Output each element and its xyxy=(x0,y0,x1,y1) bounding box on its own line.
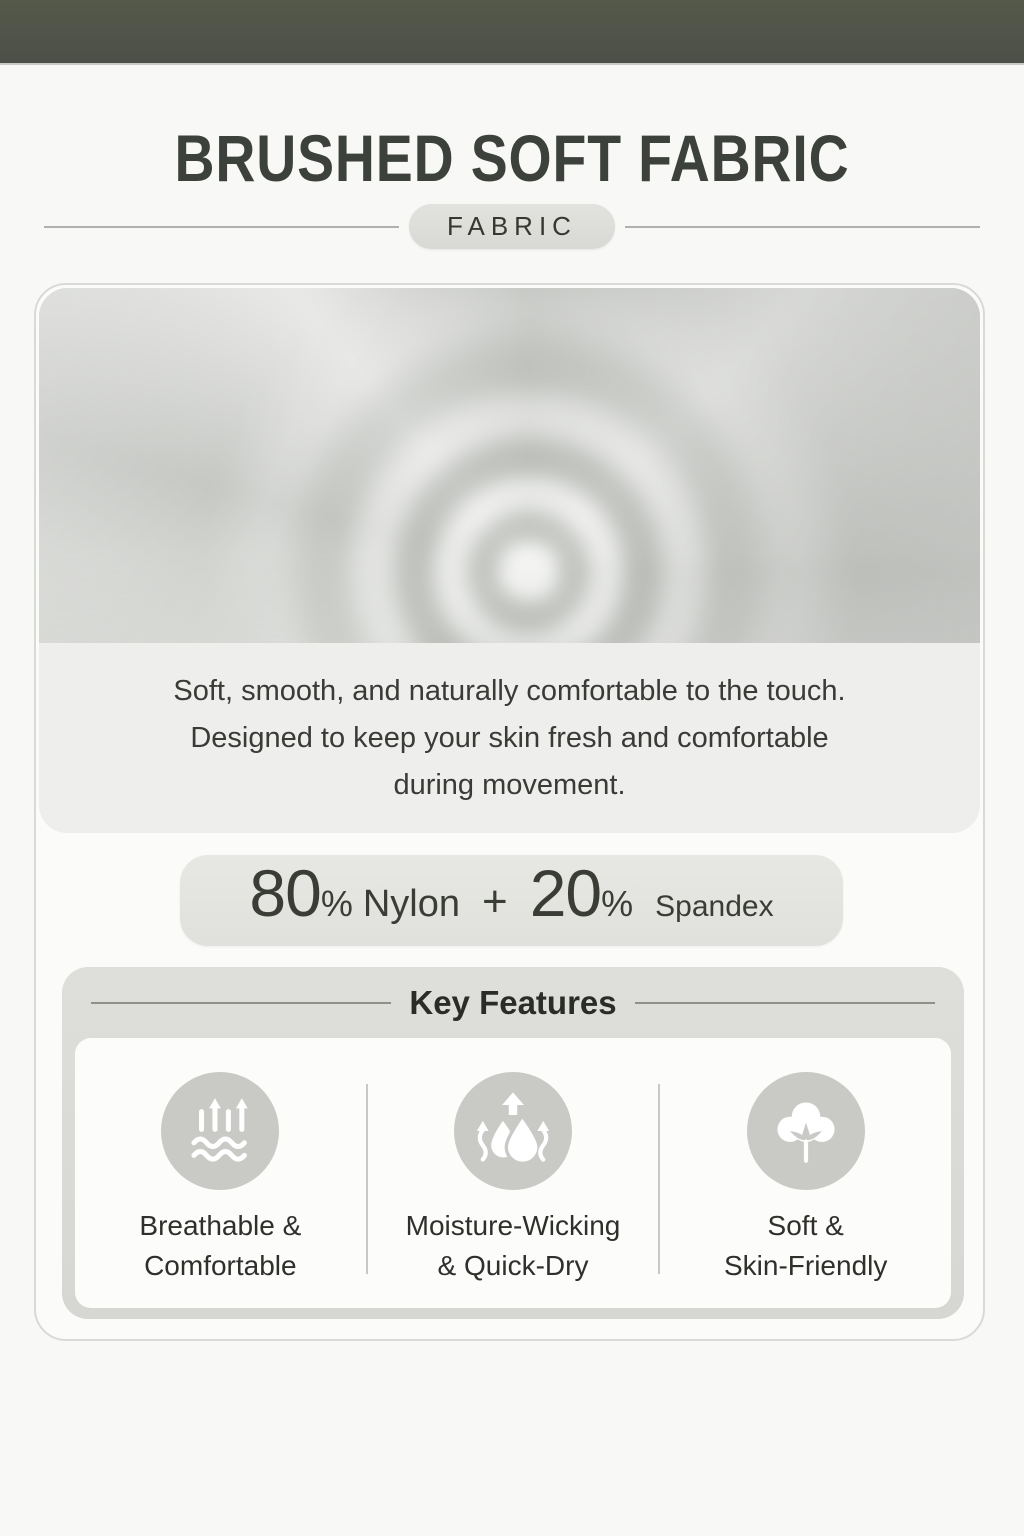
feature-label xyxy=(724,1206,887,1286)
cotton-soft-icon xyxy=(747,1072,865,1190)
feature-breathable xyxy=(75,1038,366,1308)
nylon-label: Nylon xyxy=(362,883,460,925)
spandex-percent-sign: % xyxy=(601,883,634,924)
content-card xyxy=(34,283,985,1341)
fabric-sheen-overlay xyxy=(39,288,980,643)
features-panel xyxy=(75,1038,951,1308)
badge-row xyxy=(44,204,980,249)
key-features-divider-left xyxy=(91,1002,391,1004)
feature-label-line2: & Quick-Dry xyxy=(437,1250,589,1281)
plus-sign: + xyxy=(482,877,508,926)
description-line-2: Designed to keep your skin fresh and comfortable xyxy=(190,721,829,754)
fabric-badge: FABRIC xyxy=(409,204,615,249)
nylon-percent-value: 80 xyxy=(249,856,321,930)
spandex-label: Spandex xyxy=(655,890,774,923)
feature-label xyxy=(406,1206,621,1286)
feature-label-line2: Comfortable xyxy=(144,1250,297,1281)
key-features-title: Key Features xyxy=(409,983,617,1021)
feature-moisture-wicking xyxy=(368,1038,659,1308)
feature-label-line1: Moisture-Wicking xyxy=(405,1210,621,1241)
feature-label-line1: Breathable & xyxy=(139,1210,302,1241)
nylon-percent-sign: % xyxy=(320,883,353,924)
top-accent-bar xyxy=(0,0,1024,65)
badge-divider-right xyxy=(625,226,980,228)
feature-label xyxy=(139,1206,301,1286)
badge-divider-left xyxy=(44,226,399,228)
key-features-header xyxy=(62,967,964,1038)
feature-label-line2: Skin-Friendly xyxy=(723,1250,888,1281)
composition-bar xyxy=(180,855,843,946)
fabric-swirl-photo xyxy=(39,288,980,643)
fabric-description xyxy=(39,643,980,833)
spandex-percent-value: 20 xyxy=(529,856,602,930)
page-title: BRUSHED SOFT FABRIC xyxy=(174,121,850,195)
description-line-1: Soft, smooth, and naturally comfortable to the touch. xyxy=(173,674,846,707)
breathable-icon xyxy=(161,1072,279,1190)
key-features-card xyxy=(62,967,964,1319)
moisture-wicking-icon xyxy=(454,1072,572,1190)
key-features-divider-right xyxy=(635,1002,935,1004)
description-line-3: during movement. xyxy=(393,768,626,801)
feature-label-line1: Soft & xyxy=(767,1210,844,1241)
feature-soft-skin-friendly xyxy=(660,1038,951,1308)
media-card xyxy=(39,288,980,833)
